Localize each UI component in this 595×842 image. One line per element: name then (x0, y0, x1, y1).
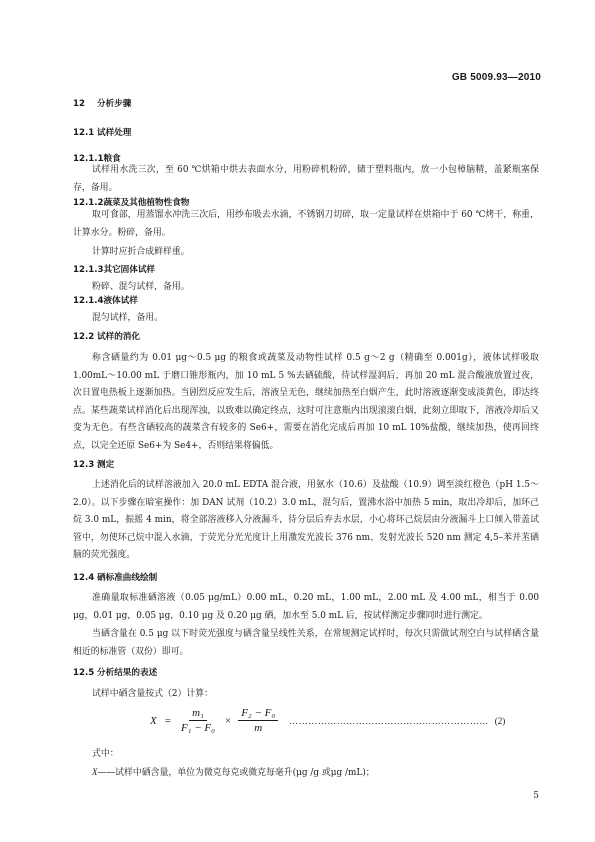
variable-symbol: X (92, 767, 98, 777)
section-title: 其它固体试样 (103, 265, 156, 275)
formula-equals: = (164, 714, 171, 727)
section-12-5-heading (73, 666, 157, 678)
section-title: 粮食 (103, 154, 121, 164)
section-number: 12.1.1 (73, 154, 104, 164)
equation-number: (2) (494, 715, 506, 726)
page-number: 5 (533, 791, 539, 801)
section-number: 12 (73, 99, 85, 109)
section-12-1-3-heading (73, 263, 155, 275)
section-number: 12.3 (73, 460, 95, 470)
section-title: 蔬菜及其他植物性食物 (103, 198, 190, 208)
section-number: 12.2 (73, 332, 95, 342)
section-title: 测定 (97, 460, 115, 470)
fraction-2 (238, 707, 278, 734)
section-number: 12.1.4 (73, 296, 104, 306)
section-12-3-heading (73, 458, 114, 470)
section-title: 分析结果的表述 (97, 668, 158, 678)
section-number: 12.1 (73, 128, 95, 138)
section-12-heading (73, 97, 131, 109)
section-title: 试样处理 (97, 128, 132, 138)
section-12-1-1-text: 试样用水洗三次，至 60 ℃烘箱中烘去表面水分，用粉碎机粉碎，储于塑料瓶内，放一小包樟脑精，盖紧瓶塞保存，备用。 (73, 165, 539, 193)
section-title: 分析步骤 (97, 99, 132, 109)
section-12-4-text: 准确量取标准硒溶液（0.05 μg/mL）0.00 mL，0.20 mL，1.00 mL，2.00 mL 及 4.00 mL，相当于 0.00 μg，0.01 μg，0.05 μg，0.10 μg 及 0.20 μg 硒，加水至 5.0 mL 后，按试样测定步骤同时进行测定。 (73, 593, 539, 621)
section-12-1-4-heading (73, 294, 138, 306)
fraction-2-denominator: m (254, 722, 263, 734)
section-12-1-3-text: 粉碎、混匀试样，备用。 (92, 282, 190, 292)
variable-description: ——试样中硒含量，单位为微克每克或微克每毫升(μg /g 或μg /mL)； (97, 768, 375, 778)
section-12-4-note: 当硒含量在 0.5 μg 以下时荧光强度与硒含量呈线性关系，在常规测定试样时，每次只需做试剂空白与试样硒含量相近的标准管（双份）即可。 (73, 629, 539, 657)
section-12-4-heading (73, 571, 157, 583)
section-12-1-4-text: 混匀试样，备用。 (92, 313, 163, 323)
section-number: 12.4 (73, 573, 95, 583)
section-number: 12.5 (73, 668, 95, 678)
fraction-1-denominator: F₁ − F₀ (180, 722, 215, 734)
fraction-2-numerator: F₂ − F₀ (238, 707, 278, 721)
section-12-3-text: 上述消化后的试样溶液加入 20.0 mL EDTA 混合液，用氨水（10.6）及盐酸（10.9）调至淡红橙色（pH 1.5～2.0）。以下步骤在暗室操作：加 DAN 试剂（10.2）3.0 mL，混匀后，置沸水浴中加热 5 min，取出冷却后，加环己烷 3.0 mL，振摇 4 min，将全部溶液移入分液漏斗，待分层后弃去水层，小心将环己烷层由分液漏斗上口倾入带盖试管中，勿使环己烷中混入水滴，于荧光分光光度计上用激发光波长 376 nm、发射光波长 520 nm 测定 4,5–苯并苤硒脑的荧光强度。 (73, 480, 539, 561)
section-12-2-heading (73, 330, 140, 342)
section-12-2-text: 称含硒量约为 0.01 μg～0.5 μg 的粮食或蔬菜及动物性试样 0.5 g～2 g（精确至 0.001g），液体试样吸取 1.00mL～10.00 mL 于磨口锥形瓶内，加 10 mL 5 %去硒硫酸，待试样湿润后，再加 20 mL 混合酸液放置过夜，次日置电热板上逐渐加热。当剧烈反应发生后，溶液呈无色，继续加热至白烟产生，此时溶液逐渐变成淡黄色，即达终点。某些蔬菜试样消化后出现浑浊，以致难以确定终点，这时可注意瓶内出现滚滚白烟，此刻立即取下，溶液冷却后又变为无色。有些含硒较高的蔬菜含有较多的 Se6+，需要在消化完成后再加 10 mL 10%盐酸，继续加热，使再回终点，以完全还原 Se6+为 Se4+，否则结果将偏低。 (73, 353, 539, 451)
section-12-1-2-note: 计算时应折合成鲜样重。 (92, 247, 190, 257)
formula-leader-dots: ……………………………………………………… (289, 715, 489, 726)
fraction-1 (178, 707, 218, 734)
section-title: 试样的消化 (97, 332, 140, 342)
formula-times: × (224, 714, 232, 727)
formula-lhs: X (150, 714, 157, 727)
section-12-1-heading (73, 126, 131, 138)
section-title: 硒标准曲线绘制 (97, 573, 158, 583)
fraction-1-numerator: m₁ (189, 707, 207, 721)
standard-number: GB 5009.93—2010 (451, 72, 541, 83)
variable-definition-x (92, 765, 375, 778)
where-label: 式中： (92, 749, 119, 759)
section-number: 12.1.3 (73, 265, 104, 275)
section-title: 液体试样 (103, 296, 138, 306)
formula-2 (150, 707, 505, 734)
section-12-1-2-text: 取可食部，用蒸馏水冲洗三次后，用纱布吸去水滴，不锈钢刀切碎，取一定量试样在烘箱中于 60 ℃烤干，称重，计算水分。粉碎，备用。 (73, 210, 539, 238)
formula-intro: 试样中硒含量按式（2）计算： (92, 689, 214, 699)
section-number: 12.1.2 (73, 198, 104, 208)
